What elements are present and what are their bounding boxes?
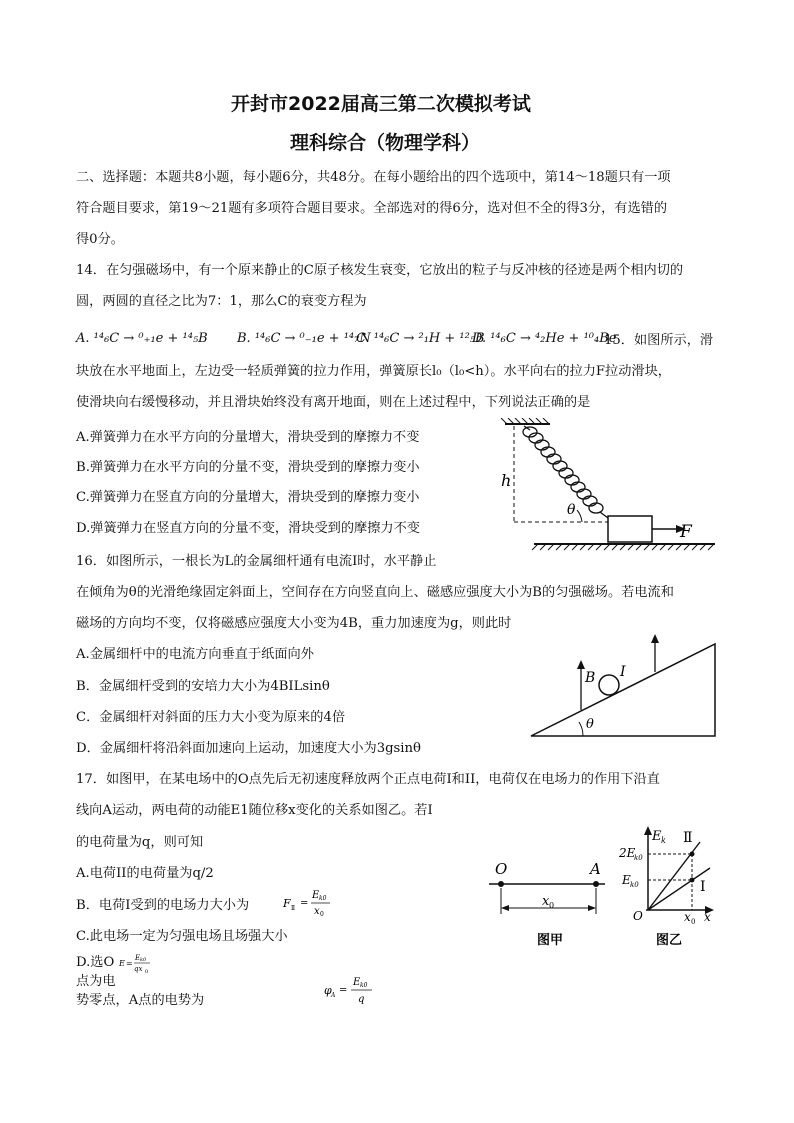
q17-jia-label-a: A bbox=[590, 860, 601, 878]
q14-option-a: A. ¹⁴₆C → ⁰₊₁e + ¹⁴₅B bbox=[76, 331, 208, 346]
q17-yi-label-ek0-sub: k0 bbox=[630, 881, 639, 889]
q17-stem-1: 17．如图甲，在某电场中的O点先后无初速度释放两个正点电荷I和II，电荷仅在电场力的作用下沿直 bbox=[76, 772, 660, 787]
q17-e-den: qx bbox=[134, 965, 143, 973]
q17-jia-label-x0: x bbox=[542, 894, 550, 909]
q17-jia-label-o: O bbox=[495, 860, 508, 878]
q17-fb-den: x bbox=[314, 906, 320, 917]
q16-stem-1: 16．如图所示，一根长为L的金属细杆通有电流I时，水平静止 bbox=[76, 554, 437, 569]
q16-incline-figure bbox=[525, 632, 725, 742]
q17-jia-caption: 图甲 bbox=[537, 933, 564, 948]
q17-phi-num-sub: k0 bbox=[360, 982, 368, 989]
svg-text:=: = bbox=[300, 898, 309, 909]
q17-stem-2: 线向A运动，两电荷的动能E1随位移x变化的关系如图乙。若I bbox=[76, 803, 433, 818]
q17-fb-f-sub: Ⅱ bbox=[291, 905, 296, 912]
q16-fig-label-b: B bbox=[585, 670, 596, 686]
q16-fig-label-theta: θ bbox=[586, 717, 594, 732]
q17-yi-label-ii: Ⅱ bbox=[683, 830, 693, 846]
q17-option-c: C.此电场一定为匀强电场且场强大小 bbox=[76, 929, 288, 944]
q14-stem-1: 14．在匀强磁场中，有一个原来静止的C原子核发生衰变，它放出的粒子与反冲核的径迹是两个相内切的 bbox=[76, 263, 684, 278]
q15-fig-label-f: F bbox=[680, 522, 692, 542]
q17-formula-force bbox=[280, 886, 340, 920]
q17-yi-label-2ek0-sub: k0 bbox=[634, 854, 643, 862]
q17-fb-num-sub: k0 bbox=[319, 895, 327, 902]
q17-option-d-3: 势零点，A点的电势为 bbox=[76, 993, 205, 1008]
q15-option-b: B.弹簧弹力在水平方向的分量不变，滑块受到的摩擦力变小 bbox=[76, 460, 420, 475]
q17-e-e: E bbox=[119, 959, 125, 968]
q17-yi-caption: 图乙 bbox=[656, 933, 683, 948]
q17-yi-label-i: Ⅰ bbox=[700, 879, 706, 895]
q17-fb-den-sub: 0 bbox=[320, 911, 324, 918]
page-title: 开封市2022届高三第二次模拟考试 bbox=[231, 93, 531, 115]
intro-line-2: 符合题目要求，第19～21题有多项符合题目要求。全部选对的得6分，选对但不全的得3分，有选错的 bbox=[76, 201, 668, 216]
q17-yi-label-ek0: E bbox=[622, 873, 631, 887]
q15-option-d: D.弹簧弹力在竖直方向的分量不变，滑块受到的摩擦力不变 bbox=[76, 521, 420, 536]
q17-stem-3: 的电荷量为q，则可知 bbox=[76, 835, 204, 850]
q14-option-c: C. ¹⁴₆C → ²₁H + ¹²₅B bbox=[356, 331, 485, 346]
q17-phi-den: q bbox=[358, 994, 365, 1005]
q17-yi-label-x0: x bbox=[684, 910, 691, 924]
q17-yi-label-2ek0: 2E bbox=[619, 846, 636, 860]
q17-e-num-sub: k0 bbox=[140, 957, 147, 963]
q17-e-den-sub: 0 bbox=[145, 969, 149, 975]
q17-yi-label-ek: E bbox=[652, 829, 662, 844]
q15-fig-label-theta: θ bbox=[567, 502, 576, 518]
q17-option-a: A.电荷II的电荷量为q/2 bbox=[76, 866, 214, 881]
q16-option-c: C．金属细杆对斜面的压力大小变为原来的4倍 bbox=[76, 710, 346, 725]
q17-formula-field bbox=[118, 950, 168, 978]
q16-option-a: A.金属细杆中的电流方向垂直于纸面向外 bbox=[76, 647, 314, 662]
svg-text:=: = bbox=[339, 985, 348, 996]
q17-e-num: E bbox=[135, 954, 141, 962]
q17-figure-yi bbox=[616, 822, 720, 952]
q15-option-c: C.弹簧弹力在竖直方向的分量增大，滑块受到的摩擦力变小 bbox=[76, 490, 420, 505]
q17-yi-label-x0-sub: 0 bbox=[691, 918, 696, 926]
q15-spring-figure bbox=[490, 418, 720, 558]
q15-option-a: A.弹簧弹力在水平方向的分量增大，滑块受到的摩擦力不变 bbox=[76, 430, 420, 445]
q16-fig-label-i: I bbox=[620, 664, 626, 680]
q17-phi-sub: A bbox=[331, 992, 336, 999]
q17-option-d-1: D.选O bbox=[76, 955, 115, 970]
q16-stem-3: 磁场的方向均不变，仅将磁感应强度大小变为4B，重力加速度为g，则此时 bbox=[76, 616, 512, 631]
q17-formula-potential bbox=[322, 972, 382, 1006]
q16-stem-2: 在倾角为θ的光滑绝缘固定斜面上，空间存在方向竖直向上、磁感应强度大小为B的匀强磁场。若电流和 bbox=[76, 585, 674, 600]
q17-yi-label-ek-sub: k bbox=[661, 836, 666, 845]
q14-option-b: B. ¹⁴₆C → ⁰₋₁e + ¹⁴₇N bbox=[237, 331, 371, 346]
q14-option-d: D. ¹⁴₆C → ⁴₂He + ¹⁰₄Be bbox=[472, 331, 617, 346]
q14-stem-2: 圆，两圆的直径之比为7：1，那么C的衰变方程为 bbox=[76, 294, 367, 309]
q17-option-b: B．电荷I受到的电场力大小为 bbox=[76, 898, 250, 913]
q17-fb-num: E bbox=[312, 890, 320, 901]
q17-yi-label-x: x bbox=[704, 910, 711, 924]
q15-stem-2: 使滑块向右缓慢移动，并且滑块始终没有离开地面，则在上述过程中，下列说法正确的是 bbox=[76, 395, 591, 410]
intro-line-1: 二、选择题：本题共8小题，每小题6分，共48分。在每小题给出的四个选项中，第14～18题只有一项 bbox=[76, 170, 671, 185]
q17-fb-f: F bbox=[283, 897, 291, 910]
q15-fig-label-h: h bbox=[501, 471, 512, 490]
q16-option-d: D．金属细杆将沿斜面加速向上运动，加速度大小为3gsinθ bbox=[76, 741, 421, 756]
q17-yi-label-o: O bbox=[633, 909, 643, 923]
page-subtitle: 理科综合（物理学科） bbox=[290, 132, 481, 154]
q17-phi-num: E bbox=[353, 977, 361, 988]
intro-line-3: 得0分。 bbox=[76, 232, 124, 247]
q15-stem-start: 15．如图所示，滑 bbox=[604, 333, 714, 348]
q15-stem-1: 块放在水平地面上，左边受一轻质弹簧的拉力作用，弹簧原长l₀（l₀<h）。水平向右的拉力F拉动滑块， bbox=[76, 364, 671, 379]
q17-phi: φ bbox=[324, 984, 332, 997]
svg-text:=: = bbox=[126, 959, 133, 968]
q16-option-b: B．金属细杆受到的安培力大小为4BILsinθ bbox=[76, 679, 330, 694]
q17-option-d-2: 点为电 bbox=[76, 974, 116, 989]
q17-jia-label-x0-sub: 0 bbox=[549, 901, 555, 910]
q17-figure-jia bbox=[485, 858, 610, 950]
